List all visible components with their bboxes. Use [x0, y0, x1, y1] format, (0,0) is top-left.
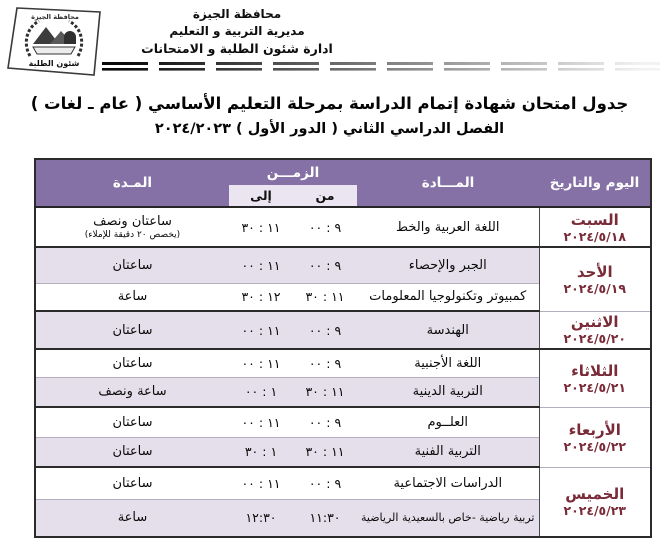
time-from-cell: ١١ : ٣٠: [293, 283, 357, 311]
col-header-time: الزمـــن: [229, 159, 357, 185]
subject-cell: الجبر والإحصاء: [357, 247, 539, 283]
table-row: [35, 407, 651, 437]
org-header: [112, 6, 362, 57]
subject-cell: العلــوم: [357, 407, 539, 437]
governorate-emblem: [6, 6, 102, 82]
time-from-cell: ٩ : ٠٠: [293, 407, 357, 437]
time-from-cell: ٩ : ٠٠: [293, 207, 357, 247]
time-from-cell: ١١ : ٣٠: [293, 377, 357, 407]
time-to-cell: ١١ : ٠٠: [229, 349, 293, 377]
open-book-icon: [33, 47, 75, 54]
org-line-directorate: مديرية التربية و التعليم: [169, 24, 305, 38]
subject-cell: التربية الفنية: [357, 437, 539, 467]
page-subtitle: [17, 121, 642, 137]
day-name: الخميس: [565, 485, 625, 504]
governorate-emblem-graphic: [6, 6, 102, 78]
time-to-cell: ١ : ٣٠: [229, 437, 293, 467]
mosque-dome-icon: [64, 31, 76, 44]
col-header-to: إلى: [229, 185, 293, 207]
duration-cell: ساعة: [35, 283, 229, 311]
time-from-cell: ٩ : ٠٠: [293, 467, 357, 499]
time-to-cell: ١١ : ٣٠: [229, 207, 293, 247]
document-title-block: [17, 94, 642, 137]
time-to-cell: ١١ : ٠٠: [229, 407, 293, 437]
time-from-cell: ٩ : ٠٠: [293, 349, 357, 377]
academic-year: ٢٠٢٤/٢٠٢٣: [154, 121, 231, 137]
day-date: ٢٠٢٤/٥/٢٢: [563, 438, 627, 454]
subject-cell: كمبيوتر وتكنولوجيا المعلومات: [357, 283, 539, 311]
day-name: الأربعاء: [568, 420, 621, 439]
day-name: الثلاثاء: [571, 361, 619, 380]
day-name: الاثنين: [570, 313, 619, 332]
subject-cell: الهندسة: [357, 311, 539, 349]
duration-cell: ساعتان: [35, 407, 229, 437]
subject-cell: الدراسات الاجتماعية: [357, 467, 539, 499]
org-line-governorate: محافظة الجيزة: [192, 7, 282, 21]
duration-text: ساعتان ونصف: [93, 214, 172, 229]
time-to-cell: ١١ : ٠٠: [229, 247, 293, 283]
subject-cell: تربية رياضية -خاص بالسعيدية الرياضية: [357, 499, 539, 537]
duration-cell: ساعتان: [35, 467, 229, 499]
day-date: ٢٠٢٤/٥/٢٣: [563, 503, 627, 519]
table-header: [35, 159, 651, 207]
duration-cell: ساعتان: [35, 247, 229, 283]
time-from-cell: ٩ : ٠٠: [293, 311, 357, 349]
col-header-from: من: [293, 185, 357, 207]
day-cell: [539, 247, 651, 311]
duration-cell: ساعتان: [35, 349, 229, 377]
emblem-top-text: محافظة الجيزة: [31, 13, 79, 21]
day-cell: [539, 349, 651, 407]
table-row: [35, 207, 651, 247]
subject-cell: اللغة العربية والخط: [357, 207, 539, 247]
col-header-day: اليوم والتاريخ: [539, 159, 651, 207]
table-row: [35, 467, 651, 499]
day-date: ٢٠٢٤/٥/٢١: [563, 379, 627, 395]
duration-cell: ساعة: [35, 499, 229, 537]
col-header-subject: المـــادة: [357, 159, 539, 207]
day-name: السبت: [570, 210, 619, 229]
day-date: ٢٠٢٤/٥/١٨: [563, 228, 627, 244]
time-to-cell: ١١ : ٠٠: [229, 311, 293, 349]
day-cell: [539, 467, 651, 537]
duration-cell: [35, 207, 229, 247]
duration-cell: ساعتان: [35, 311, 229, 349]
time-from-cell: ١١ : ٣٠: [293, 437, 357, 467]
exam-schedule-table: [34, 158, 652, 538]
double-rule-divider: [102, 62, 660, 71]
day-cell: [539, 207, 651, 247]
time-to-cell: ١ : ٠٠: [229, 377, 293, 407]
col-header-duration: المـدة: [35, 159, 229, 207]
subject-cell: التربية الدينية: [357, 377, 539, 407]
time-from-cell: ٩ : ٠٠: [293, 247, 357, 283]
duration-note: (يخصص ٢٠ دقيقة للإملاء): [84, 230, 181, 240]
time-to-cell: ١١ : ٠٠: [229, 467, 293, 499]
duration-cell: ساعتان: [35, 437, 229, 467]
day-date: ٢٠٢٤/٥/١٩: [563, 280, 627, 296]
subtitle-text: الفصل الدراسي الثاني ( الدور الأول ): [236, 121, 505, 137]
subject-cell: اللغة الأجنبية: [357, 349, 539, 377]
page-title: جدول امتحان شهادة إتمام الدراسة بمرحلة التعليم الأساسي ( عام ـ لغات ): [30, 94, 629, 113]
org-line-department: ادارة شئون الطلبة و الامتحانات: [141, 41, 333, 56]
time-from-cell: ١١:٣٠: [293, 499, 357, 537]
table-row: [35, 311, 651, 349]
day-name: الأحد: [576, 262, 613, 281]
time-to-cell: ١٢:٣٠: [229, 499, 293, 537]
day-cell: [539, 311, 651, 349]
table-row: [35, 349, 651, 377]
day-date: ٢٠٢٤/٥/٢٠: [563, 331, 627, 347]
duration-cell: ساعة ونصف: [35, 377, 229, 407]
time-to-cell: ١٢ : ٣٠: [229, 283, 293, 311]
emblem-bottom-text: شئون الطلبة: [28, 59, 80, 68]
day-cell: [539, 407, 651, 467]
table-row: [35, 247, 651, 283]
